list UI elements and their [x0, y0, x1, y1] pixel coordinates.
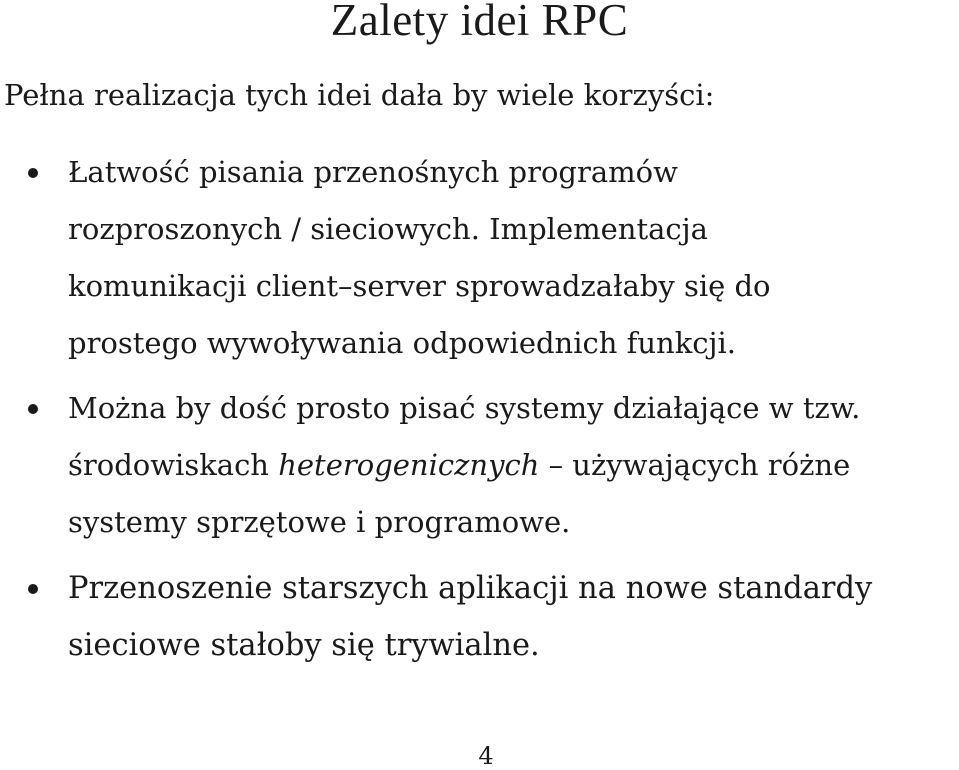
list-item: [68, 144, 948, 372]
list-item-line: sieciowe stałoby się trywialne.: [68, 628, 540, 663]
list-item-line: systemy sprzętowe i programowe.: [68, 505, 571, 539]
list-item-line: komunikacji client–server sprowadzałaby się do: [68, 269, 771, 303]
intro-text: Pełna realizacja tych idei dała by wiele korzyści:: [4, 78, 715, 112]
text-segment: – używających różne: [539, 448, 851, 482]
list-item-line: [68, 437, 948, 494]
list-item-line: prostego wywoływania odpowiednich funkcji.: [68, 326, 737, 360]
bullet-dot-icon: [28, 584, 38, 594]
bullet-dot-icon: [28, 404, 38, 414]
page-number: 4: [478, 742, 494, 770]
list-item-line: Łatwość pisania przenośnych programów: [68, 155, 678, 189]
text-segment: środowiskach: [68, 448, 279, 482]
list-item-line: Przenoszenie starszych aplikacji na nowe standardy: [68, 571, 873, 606]
list-item-line: rozproszonych / sieciowych. Implementacja: [68, 212, 708, 246]
list-item: [68, 560, 948, 674]
emphasized-term: heterogenicznych: [278, 448, 540, 482]
bullet-dot-icon: [28, 168, 38, 178]
list-item: [68, 380, 948, 551]
list-item-line: Można by dość prosto pisać systemy działające w tzw.: [68, 391, 861, 425]
slide-title: Zalety idei RPC: [330, 0, 629, 45]
